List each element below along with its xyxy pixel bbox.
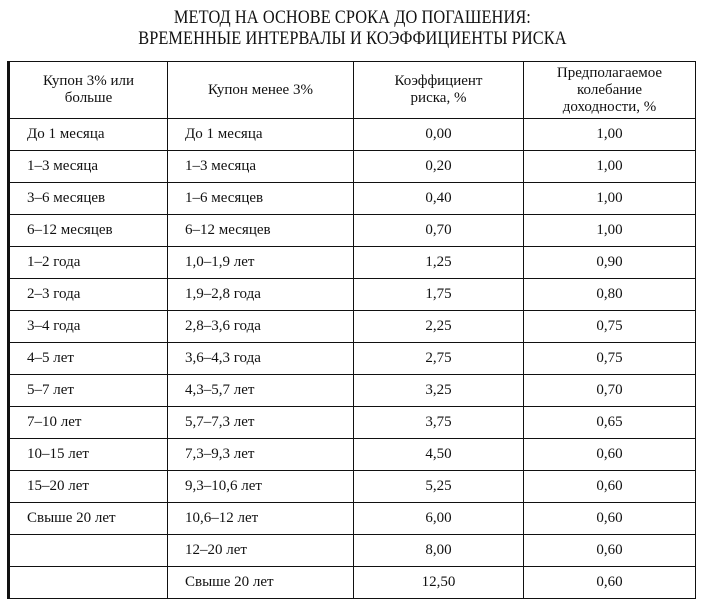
cell-yield-change: 0,60 bbox=[524, 439, 696, 471]
cell-coupon-3-or-more: 15–20 лет bbox=[9, 471, 168, 503]
cell-yield-change: 0,60 bbox=[524, 471, 696, 503]
cell-risk-coefficient: 0,40 bbox=[354, 183, 524, 215]
cell-coupon-less-3: 4,3–5,7 лет bbox=[168, 375, 354, 407]
cell-risk-coefficient: 8,00 bbox=[354, 535, 524, 567]
cell-yield-change: 0,90 bbox=[524, 247, 696, 279]
cell-coupon-3-or-more: 7–10 лет bbox=[9, 407, 168, 439]
cell-coupon-less-3: Свыше 20 лет bbox=[168, 567, 354, 599]
cell-yield-change: 0,60 bbox=[524, 503, 696, 535]
cell-yield-change: 0,80 bbox=[524, 279, 696, 311]
cell-coupon-less-3: 1–3 месяца bbox=[168, 151, 354, 183]
cell-yield-change: 0,65 bbox=[524, 407, 696, 439]
table-row bbox=[9, 535, 696, 567]
cell-coupon-less-3: 2,8–3,6 года bbox=[168, 311, 354, 343]
cell-risk-coefficient: 1,75 bbox=[354, 279, 524, 311]
cell-coupon-less-3: 3,6–4,3 года bbox=[168, 343, 354, 375]
cell-coupon-less-3: 1–6 месяцев bbox=[168, 183, 354, 215]
table-row bbox=[9, 407, 696, 439]
cell-yield-change: 1,00 bbox=[524, 215, 696, 247]
cell-coupon-3-or-more: 3–6 месяцев bbox=[9, 183, 168, 215]
cell-coupon-less-3: 1,0–1,9 лет bbox=[168, 247, 354, 279]
cell-coupon-less-3: 9,3–10,6 лет bbox=[168, 471, 354, 503]
cell-coupon-3-or-more: 3–4 года bbox=[9, 311, 168, 343]
header-yield-change: Предполагаемое колебание доходности, % bbox=[524, 62, 696, 119]
table-row bbox=[9, 151, 696, 183]
table-row bbox=[9, 375, 696, 407]
cell-coupon-3-or-more: Свыше 20 лет bbox=[9, 503, 168, 535]
table-row bbox=[9, 343, 696, 375]
cell-coupon-3-or-more: До 1 месяца bbox=[9, 119, 168, 151]
table-title-line-1: МЕТОД НА ОСНОВЕ СРОКА ДО ПОГАШЕНИЯ: bbox=[173, 7, 531, 28]
header-coupon-3-or-more: Купон 3% или больше bbox=[9, 62, 168, 119]
table-row bbox=[9, 311, 696, 343]
header-risk-coefficient: Коэффициент риска, % bbox=[354, 62, 524, 119]
cell-yield-change: 1,00 bbox=[524, 119, 696, 151]
table-row bbox=[9, 439, 696, 471]
cell-risk-coefficient: 0,00 bbox=[354, 119, 524, 151]
cell-risk-coefficient: 5,25 bbox=[354, 471, 524, 503]
cell-coupon-less-3: 7,3–9,3 лет bbox=[168, 439, 354, 471]
cell-coupon-less-3: 12–20 лет bbox=[168, 535, 354, 567]
cell-risk-coefficient: 3,25 bbox=[354, 375, 524, 407]
header-coupon-less-3: Купон менее 3% bbox=[168, 62, 354, 119]
cell-yield-change: 1,00 bbox=[524, 183, 696, 215]
table-title-line-2: ВРЕМЕННЫЕ ИНТЕРВАЛЫ И КОЭФФИЦИЕНТЫ РИСКА bbox=[138, 28, 567, 49]
table-row bbox=[9, 215, 696, 247]
table-row bbox=[9, 183, 696, 215]
header-row bbox=[9, 62, 696, 119]
table-row bbox=[9, 471, 696, 503]
cell-coupon-3-or-more: 4–5 лет bbox=[9, 343, 168, 375]
cell-risk-coefficient: 4,50 bbox=[354, 439, 524, 471]
cell-risk-coefficient: 6,00 bbox=[354, 503, 524, 535]
cell-coupon-3-or-more bbox=[9, 535, 168, 567]
table-row bbox=[9, 119, 696, 151]
cell-coupon-3-or-more bbox=[9, 567, 168, 599]
cell-yield-change: 0,60 bbox=[524, 535, 696, 567]
cell-coupon-3-or-more: 5–7 лет bbox=[9, 375, 168, 407]
cell-coupon-less-3: 10,6–12 лет bbox=[168, 503, 354, 535]
cell-risk-coefficient: 2,25 bbox=[354, 311, 524, 343]
cell-risk-coefficient: 2,75 bbox=[354, 343, 524, 375]
cell-yield-change: 0,70 bbox=[524, 375, 696, 407]
cell-yield-change: 0,75 bbox=[524, 343, 696, 375]
cell-risk-coefficient: 12,50 bbox=[354, 567, 524, 599]
cell-coupon-3-or-more: 2–3 года bbox=[9, 279, 168, 311]
cell-risk-coefficient: 3,75 bbox=[354, 407, 524, 439]
cell-coupon-3-or-more: 10–15 лет bbox=[9, 439, 168, 471]
cell-coupon-less-3: 1,9–2,8 года bbox=[168, 279, 354, 311]
cell-risk-coefficient: 0,70 bbox=[354, 215, 524, 247]
cell-risk-coefficient: 0,20 bbox=[354, 151, 524, 183]
cell-yield-change: 1,00 bbox=[524, 151, 696, 183]
cell-risk-coefficient: 1,25 bbox=[354, 247, 524, 279]
table-row bbox=[9, 279, 696, 311]
cell-coupon-3-or-more: 1–2 года bbox=[9, 247, 168, 279]
cell-coupon-less-3: До 1 месяца bbox=[168, 119, 354, 151]
cell-coupon-less-3: 6–12 месяцев bbox=[168, 215, 354, 247]
cell-coupon-less-3: 5,7–7,3 лет bbox=[168, 407, 354, 439]
cell-coupon-3-or-more: 6–12 месяцев bbox=[9, 215, 168, 247]
table-row bbox=[9, 567, 696, 599]
table-row bbox=[9, 503, 696, 535]
cell-coupon-3-or-more: 1–3 месяца bbox=[9, 151, 168, 183]
cell-yield-change: 0,75 bbox=[524, 311, 696, 343]
risk-coefficients-table bbox=[7, 61, 696, 599]
table-row bbox=[9, 247, 696, 279]
cell-yield-change: 0,60 bbox=[524, 567, 696, 599]
